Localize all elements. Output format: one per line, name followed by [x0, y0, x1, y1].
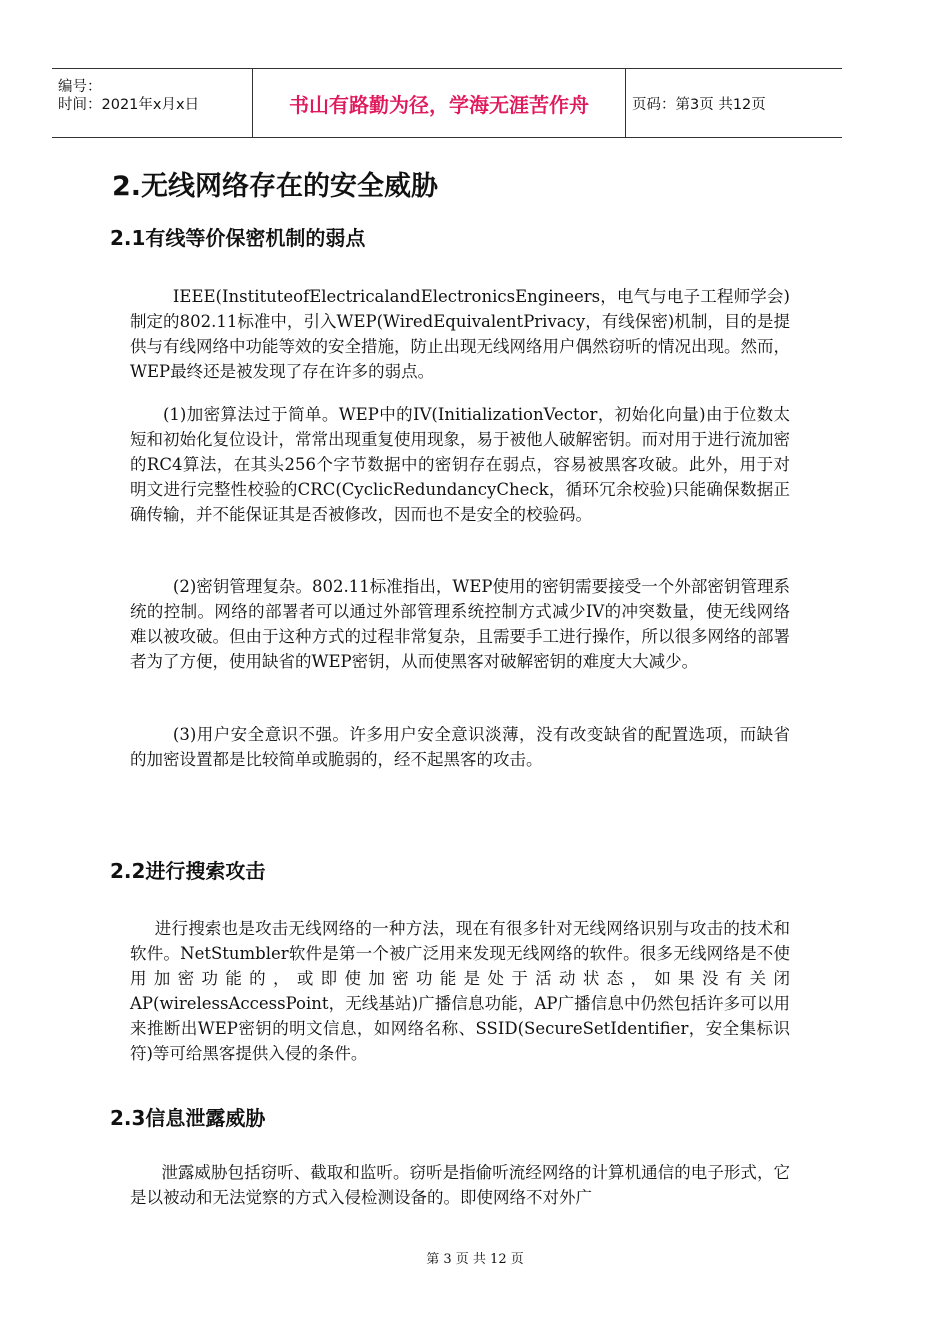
page-footer: 第 3 页 共 12 页 [426, 1252, 524, 1267]
section-title: 2.无线网络存在的安全威胁 [112, 171, 439, 202]
header-divider [625, 69, 626, 137]
paragraph: (3)用户安全意识不强。许多用户安全意识淡薄，没有改变缺省的配置选项，而缺省的加密设置都是比较简单或脆弱的，经不起黑客的攻击。 [130, 725, 790, 769]
heading-2-3: 2.3信息泄露威胁 [110, 1106, 266, 1130]
header-motto: 书山有路勤为径，学海无涯苦作舟 [289, 92, 589, 117]
time-label: 时间：2021年x月x日 [58, 97, 200, 113]
paragraph: (1)加密算法过于简单。WEP中的IV(InitializationVector，初始化向量)由于位数太短和初始化复位设计，常常出现重复使用现象，易于被他人破解密钥。而对用于进行流加密的RC4算法，在其头256个字节数据中的密钥存在弱点，容易被黑客攻破。此外，用于对明文进行完整性校验的CRC(CyclicRedundancyCheck，循环冗余校验)只能确保数据正确传输，并不能保证其是否被修改，因而也不是安全的校验码。 [130, 405, 790, 524]
header-page-info: 页码：第3页 共12页 [632, 96, 766, 113]
heading-2-1: 2.1有线等价保密机制的弱点 [110, 226, 366, 250]
paragraph: 进行搜索也是攻击无线网络的一种方法，现在有很多针对无线网络识别与攻击的技术和软件。NetStumbler软件是第一个被广泛用来发现无线网络的软件。很多无线网络是不使用加密功能的，或即使加密功能是处于活动状态，如果没有关闭AP(wirelessAccessPoint，无线基站)广播信息功能，AP广播信息中仍然包括许多可以用来推断出WEP密钥的明文信息，如网络名称、SSID(SecureSetIdentifier，安全集标识符)等可给黑客提供入侵的条件。 [130, 919, 790, 1063]
paragraph: IEEE(InstituteofElectricalandElectronicsEngineers，电气与电子工程师学会)制定的802.11标准中，引入WEP(WiredEquivalentPrivacy，有线保密)机制，目的是提供与有线网络中功能等效的安全措施，防止出现无线网络用户偶然窃听的情况出现。然而，WEP最终还是被发现了存在许多的弱点。 [130, 287, 790, 381]
header-meta [52, 69, 252, 137]
heading-2-2: 2.2进行搜索攻击 [110, 859, 266, 883]
paragraph: (2)密钥管理复杂。802.11标准指出，WEP使用的密钥需要接受一个外部密钥管理系统的控制。网络的部署者可以通过外部管理系统控制方式减少IV的冲突数量，使无线网络难以被攻破。但由于这种方式的过程非常复杂，且需要手工进行操作，所以很多网络的部署者为了方便，使用缺省的WEP密钥，从而使黑客对破解密钥的难度大大减少。 [130, 577, 790, 671]
paragraph: 泄露威胁包括窃听、截取和监听。窃听是指偷听流经网络的计算机通信的电子形式，它是以被动和无法觉察的方式入侵检测设备的。即使网络不对外广 [130, 1163, 790, 1207]
number-label: 编号： [58, 79, 102, 95]
page-header [52, 68, 842, 138]
